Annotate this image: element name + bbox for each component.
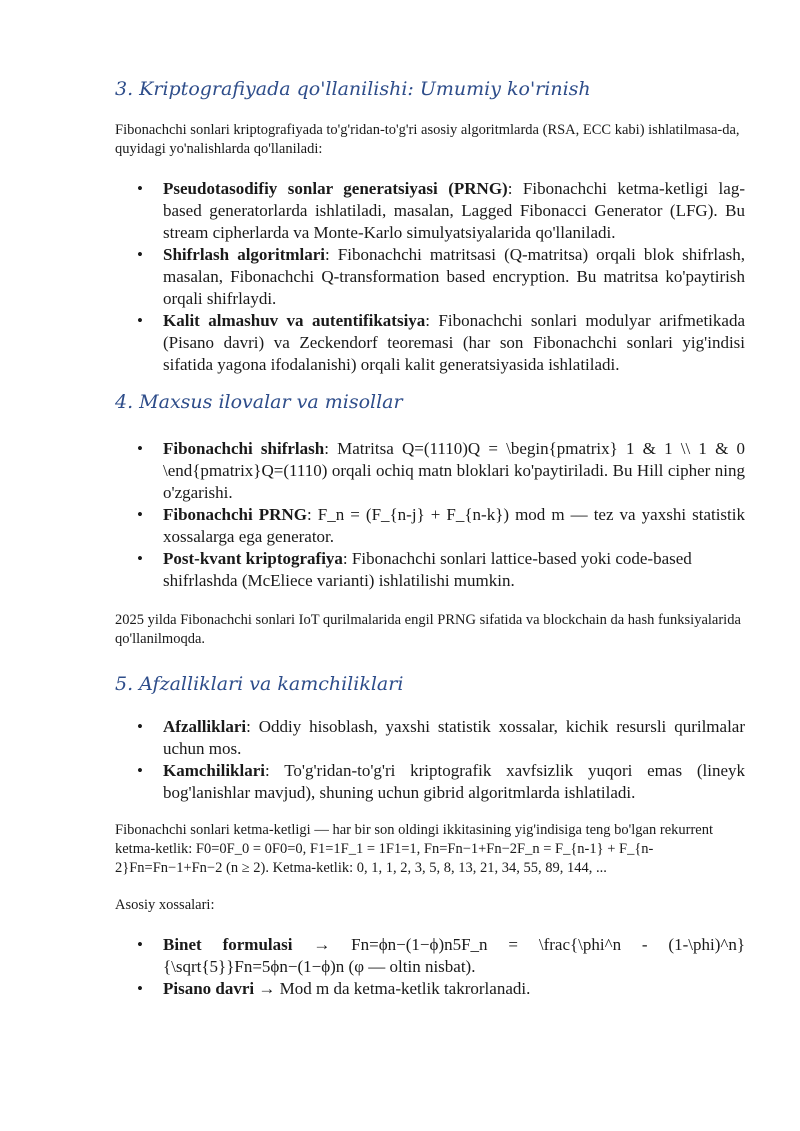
section-3-list xyxy=(115,178,745,376)
section-4-list xyxy=(115,438,745,592)
list-item xyxy=(115,504,745,548)
section-5-heading: 5. Afzalliklari va kamchiliklari xyxy=(115,673,404,695)
item-term: Pseudotasodifiy sonlar generatsiyasi (PRNG) xyxy=(163,179,508,198)
list-item xyxy=(115,438,745,504)
item-text: : Fibonachchi sonlari lattice-based yoki code-based shifrlashda (McEliece varianti) ishlatilishi mumkin. xyxy=(163,549,692,590)
list-item xyxy=(115,310,745,376)
item-text: : Matritsa Q=(1110)Q = \begin{pmatrix} 1 & 1 \\ 1 & 0 \end{pmatrix}Q=(1110) orqali ochiq matn bloklari ko'paytiriladi. Bu Hill cipher ning o'zgarishi. xyxy=(163,439,745,502)
list-item xyxy=(115,934,745,978)
item-term: Afzalliklari xyxy=(163,717,247,736)
item-term: Post-kvant kriptografiya xyxy=(163,549,343,568)
item-text: → Mod m da ketma-ketlik takrorlanadi. xyxy=(254,979,531,998)
document-page xyxy=(115,74,745,1000)
item-term: Fibonachchi PRNG xyxy=(163,505,307,524)
item-text: : Fibonachchi ketma-ketligi lag-based generatorlarda ishlatiladi, masalan, Lagged Fibonacci Generator (LFG). Bu stream cipherlarda va Monte-Karlo simulyatsiyalarida qo'llaniladi. xyxy=(163,179,745,242)
list-item xyxy=(115,244,745,310)
list-item xyxy=(115,716,745,760)
item-term: Binet formulasi xyxy=(163,935,293,954)
list-item xyxy=(115,178,745,244)
properties-list xyxy=(115,934,745,1000)
item-term: Kamchiliklari xyxy=(163,761,265,780)
list-item xyxy=(115,978,745,1000)
item-text: : F_n = (F_{n-j} + F_{n-k}) mod m — tez va yaxshi statistik xossalarga ega generator. xyxy=(163,505,745,546)
fibonacci-definition: Fibonachchi sonlari ketma-ketligi — har bir son oldingi ikkitasining yig'indisiga teng bo'lgan rekurrent ketma-ketlik: F0=0F_0 = 0F0=0, F1=1F_1 = 1F1=1, Fn=Fn−1+Fn−2F_n = F_{n-1} + F_{n-2}Fn=Fn−1+Fn−2 (n ≥ 2). Ketma-ketlik: 0, 1, 1, 2, 3, 5, 8, 13, 21, 34, 55, 89, 144, ... xyxy=(115,822,714,876)
item-term: Shifrlash algoritmlari xyxy=(163,245,326,264)
item-text: : Fibonachchi sonlari modulyar arifmetikada (Pisano davri) va Zeckendorf teoremasi (har son Fibonachchi sonlari yig'indisi sifatida yagona ifodalanishi) orqali kalit generatsiyasida ishlatiladi. xyxy=(163,311,745,374)
list-item xyxy=(115,548,745,592)
list-item xyxy=(115,760,745,804)
item-text: : To'g'ridan-to'g'ri kriptografik xavfsizlik yuqori emas (lineyk bog'lanishlar mavjud), shuning uchun gibrid algoritmlarda ishlatiladi. xyxy=(163,761,745,802)
item-term: Fibonachchi shifrlash xyxy=(163,439,325,458)
item-term: Kalit almashuv va autentifikatsiya xyxy=(163,311,426,330)
section-3-intro: Fibonachchi sonlari kriptografiyada to'g'ridan-to'g'ri asosiy algoritmlarda (RSA, ECC kabi) ishlatilmasa-da, quyidagi yo'nalishlarda qo'llaniladi: xyxy=(115,122,740,157)
section-5-list xyxy=(115,716,745,804)
properties-label: Asosiy xossalari: xyxy=(115,897,215,913)
section-3-heading: 3. Kriptografiyada qo'llanilishi: Umumiy ko'rinish xyxy=(115,78,591,100)
item-text: → Fn=ϕn−(1−ϕ)n5F_n = \frac{\phi^n - (1-\phi)^n}{\sqrt{5}}Fn=5ϕn−(1−ϕ)n (φ — oltin nisbat). xyxy=(163,935,745,976)
section-4-note: 2025 yilda Fibonachchi sonlari IoT qurilmalarida engil PRNG sifatida va blockchain da hash funksiyalarida qo'llanilmoqda. xyxy=(115,612,741,647)
item-term: Pisano davri xyxy=(163,979,255,998)
item-text: : Fibonachchi matritsasi (Q-matritsa) orqali blok shifrlash, masalan, Fibonachchi Q-transformation based encryption. Bu matritsa ko'paytirish orqali shifrlaydi. xyxy=(163,245,745,308)
item-text: : Oddiy hisoblash, yaxshi statistik xossalar, kichik resursli qurilmalar uchun mos. xyxy=(163,717,745,758)
section-4-heading: 4. Maxsus ilovalar va misollar xyxy=(115,391,403,413)
